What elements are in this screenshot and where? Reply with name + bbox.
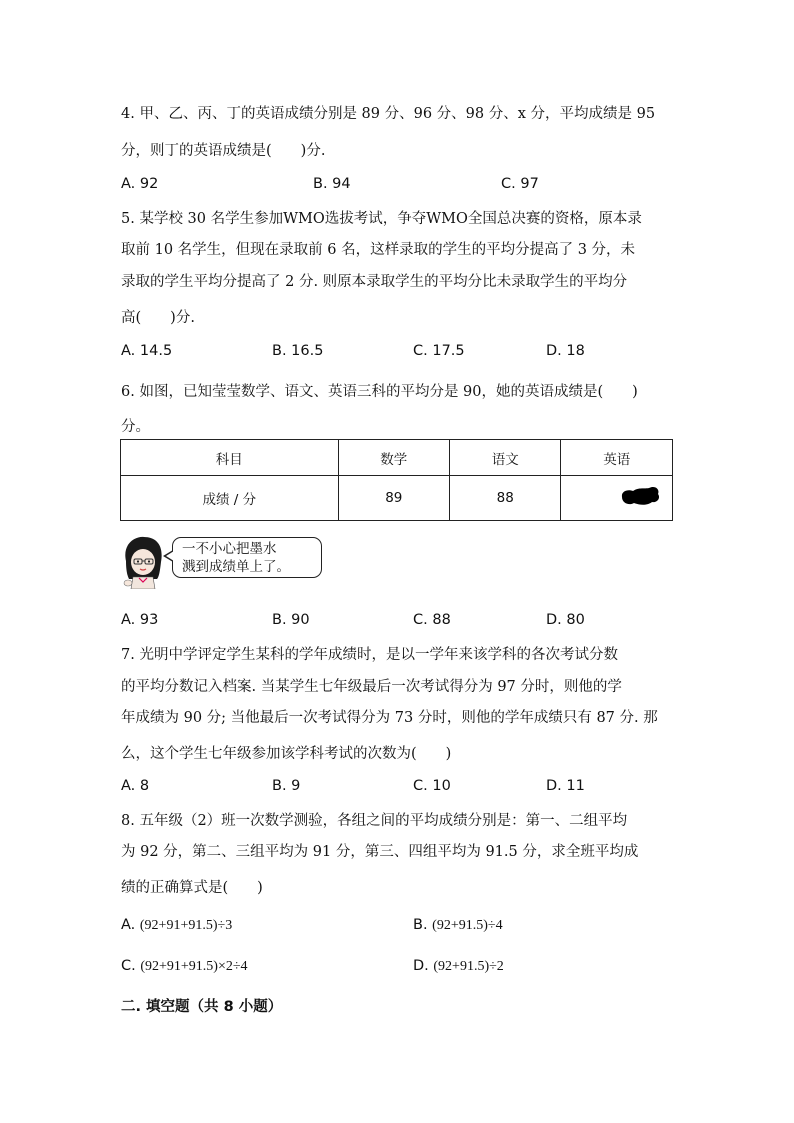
q8-option-a[interactable]: A. (92+91+91.5)÷3 <box>121 917 233 933</box>
q8-option-c[interactable]: C. (92+91+91.5)×2÷4 <box>121 958 248 974</box>
q6-options <box>121 612 681 632</box>
q8-stem-line-3: 绩的正确算式是( ) <box>121 880 263 896</box>
speech-bubble <box>172 537 322 578</box>
q7-option-d[interactable]: D. 11 <box>546 778 585 794</box>
table-header-subject: 科目 <box>121 440 339 476</box>
q8-option-d[interactable]: D. (92+91.5)÷2 <box>413 958 504 974</box>
q7-stem-line-2: 的平均分数记入档案. 当某学生七年级最后一次考试得分为 97 分时，则他的学 <box>121 679 622 695</box>
q7-stem-line-4: 么，这个学生七年级参加该学科考试的次数为( ) <box>121 746 452 762</box>
table-header-math: 数学 <box>338 440 449 476</box>
q5-option-d[interactable]: D. 18 <box>546 343 585 359</box>
q5-option-c[interactable]: C. 17.5 <box>413 343 465 359</box>
q7-option-b[interactable]: B. 9 <box>272 778 301 794</box>
q8-options-row-2 <box>121 958 681 978</box>
q5-options <box>121 343 681 363</box>
table-row <box>121 440 673 476</box>
q8-option-b[interactable]: B. (92+91.5)÷4 <box>413 917 503 933</box>
score-table <box>120 439 673 521</box>
q7-stem-line-3: 年成绩为 90 分; 当他最后一次考试得分为 73 分时，则他的学年成绩只有 87 分. 那 <box>121 710 658 726</box>
q4-stem-line-2: 分，则丁的英语成绩是( )分. <box>121 143 326 159</box>
q6-option-d[interactable]: D. 80 <box>546 612 585 628</box>
q4-stem-line-1: 4. 甲、乙、丙、丁的英语成绩分别是 89 分、96 分、98 分、x 分，平均成绩是 95 <box>121 106 656 122</box>
q6-option-a[interactable]: A. 93 <box>121 612 159 628</box>
table-header-english: 英语 <box>561 440 673 476</box>
table-cell-chinese-score: 88 <box>450 476 561 521</box>
section-heading-fill-in: 二. 填空题（共 8 小题） <box>121 999 283 1015</box>
q4-option-b[interactable]: B. 94 <box>313 176 351 192</box>
table-cell-math-score: 89 <box>338 476 449 521</box>
speech-bubble-line-2: 溅到成绩单上了。 <box>182 559 290 575</box>
q4-option-c[interactable]: C. 97 <box>501 176 539 192</box>
girl-avatar-icon <box>120 535 166 589</box>
q5-stem-line-4: 高( )分. <box>121 310 195 326</box>
q8-stem-line-2: 为 92 分，第二、三组平均为 91 分，第三、四组平均为 91.5 分，求全班平均成 <box>121 844 639 860</box>
q4-option-a[interactable]: A. 92 <box>121 176 159 192</box>
q5-stem-line-1: 5. 某学校 30 名学生参加WMO选拔考试，争夺WMO全国总决赛的资格，原本录 <box>121 211 642 227</box>
q5-stem-line-2: 取前 10 名学生，但现在录取前 6 名，这样录取的学生的平均分提高了 3 分，未 <box>121 242 636 258</box>
q5-option-a[interactable]: A. 14.5 <box>121 343 173 359</box>
q7-option-c[interactable]: C. 10 <box>413 778 451 794</box>
table-header-chinese: 语文 <box>450 440 561 476</box>
q7-option-a[interactable]: A. 8 <box>121 778 150 794</box>
speech-bubble-line-1: 一不小心把墨水 <box>182 541 277 557</box>
q7-options <box>121 778 681 798</box>
q5-option-b[interactable]: B. 16.5 <box>272 343 324 359</box>
q4-options <box>121 176 681 196</box>
q6-option-c[interactable]: C. 88 <box>413 612 451 628</box>
q5-stem-line-3: 录取的学生平均分提高了 2 分. 则原本录取学生的平均分比未录取学生的平均分 <box>121 274 628 290</box>
q6-stem-line-1: 6. 如图，已知莹莹数学、语文、英语三科的平均分是 90，她的英语成绩是( ) <box>121 384 638 400</box>
q8-options-row-1 <box>121 917 681 937</box>
q8-stem-line-1: 8. 五年级（2）班一次数学测验，各组之间的平均成绩分别是：第一、二组平均 <box>121 813 628 829</box>
ink-blot-icon <box>619 484 661 508</box>
table-cell-score-label: 成绩 / 分 <box>121 476 339 521</box>
q6-stem-line-2: 分。 <box>121 419 150 435</box>
q7-stem-line-1: 7. 光明中学评定学生某科的学年成绩时，是以一学年来该学科的各次考试分数 <box>121 647 618 663</box>
q6-option-b[interactable]: B. 90 <box>272 612 310 628</box>
table-row <box>121 476 673 521</box>
